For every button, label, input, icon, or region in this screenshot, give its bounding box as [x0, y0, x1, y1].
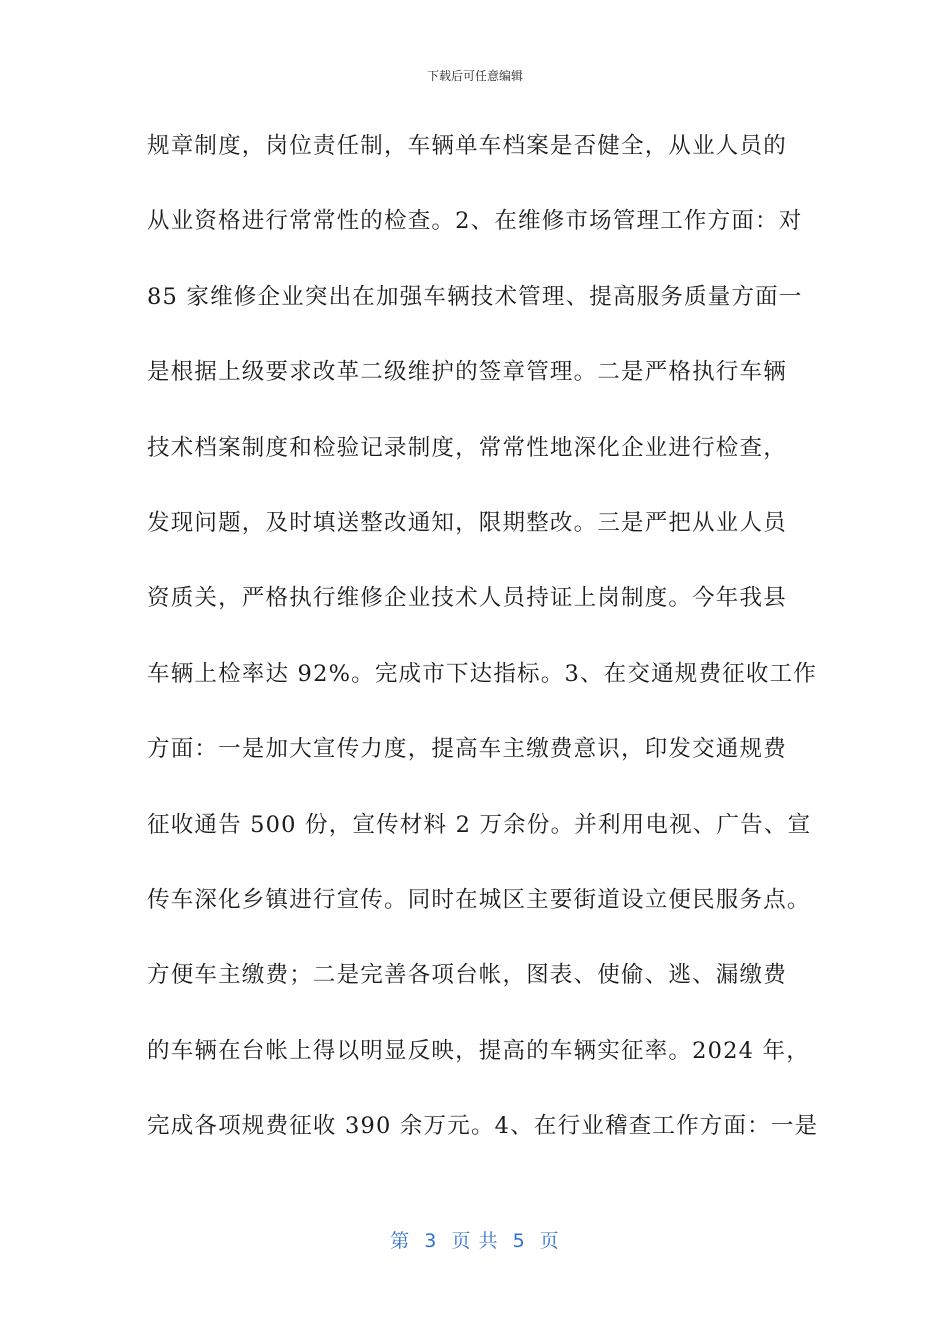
body-line-7: 资质关，严格执行维修企业技术人员持证上岗制度。今年我县: [147, 585, 787, 612]
page-header-note: 下载后可任意编辑: [426, 69, 523, 83]
body-line-6: 发现问题，及时填送整改通知，限期整改。三是严把从业人员: [147, 509, 787, 536]
body-line-1: 规章制度，岗位责任制，车辆单车档案是否健全，从业人员的: [147, 133, 787, 159]
document-body: [147, 124, 817, 1179]
body-line-5: 技术档案制度和检验记录制度，常常性地深化企业进行检查，: [147, 434, 787, 461]
body-line-9: 方面：一是加大宣传力度，提高车主缴费意识，印发交通规费: [147, 736, 787, 763]
body-line-14: 完成各项规费征收 390 余万元。4、在行业稽查工作方面：一是: [147, 1113, 819, 1140]
body-line-4: 是根据上级要求改革二级维护的签章管理。二是严格执行车辆: [147, 359, 787, 386]
body-line-3: 85 家维修企业突出在加强车辆技术管理、提高服务质量方面一: [147, 283, 803, 310]
body-line-11: 传车深化乡镇进行宣传。同时在城区主要街道设立便民服务点。: [147, 886, 811, 913]
body-line-8: 车辆上检率达 92%。完成市下达指标。3、在交通规费征收工作: [147, 660, 817, 687]
body-line-13: 的车辆在台帐上得以明显反映，提高的车辆实征率。2024 年，: [147, 1037, 810, 1064]
body-line-12: 方便车主缴费；二是完善各项台帐，图表、使偷、逃、漏缴费: [147, 962, 787, 989]
body-line-10: 征收通告 500 份，宣传材料 2 万余份。并利用电视、广告、宣: [147, 811, 812, 838]
body-line-2: 从业资格进行常常性的检查。2、在维修市场管理工作方面：对: [147, 208, 803, 235]
page-number: 第 3 页 共 5 页: [390, 1230, 560, 1252]
